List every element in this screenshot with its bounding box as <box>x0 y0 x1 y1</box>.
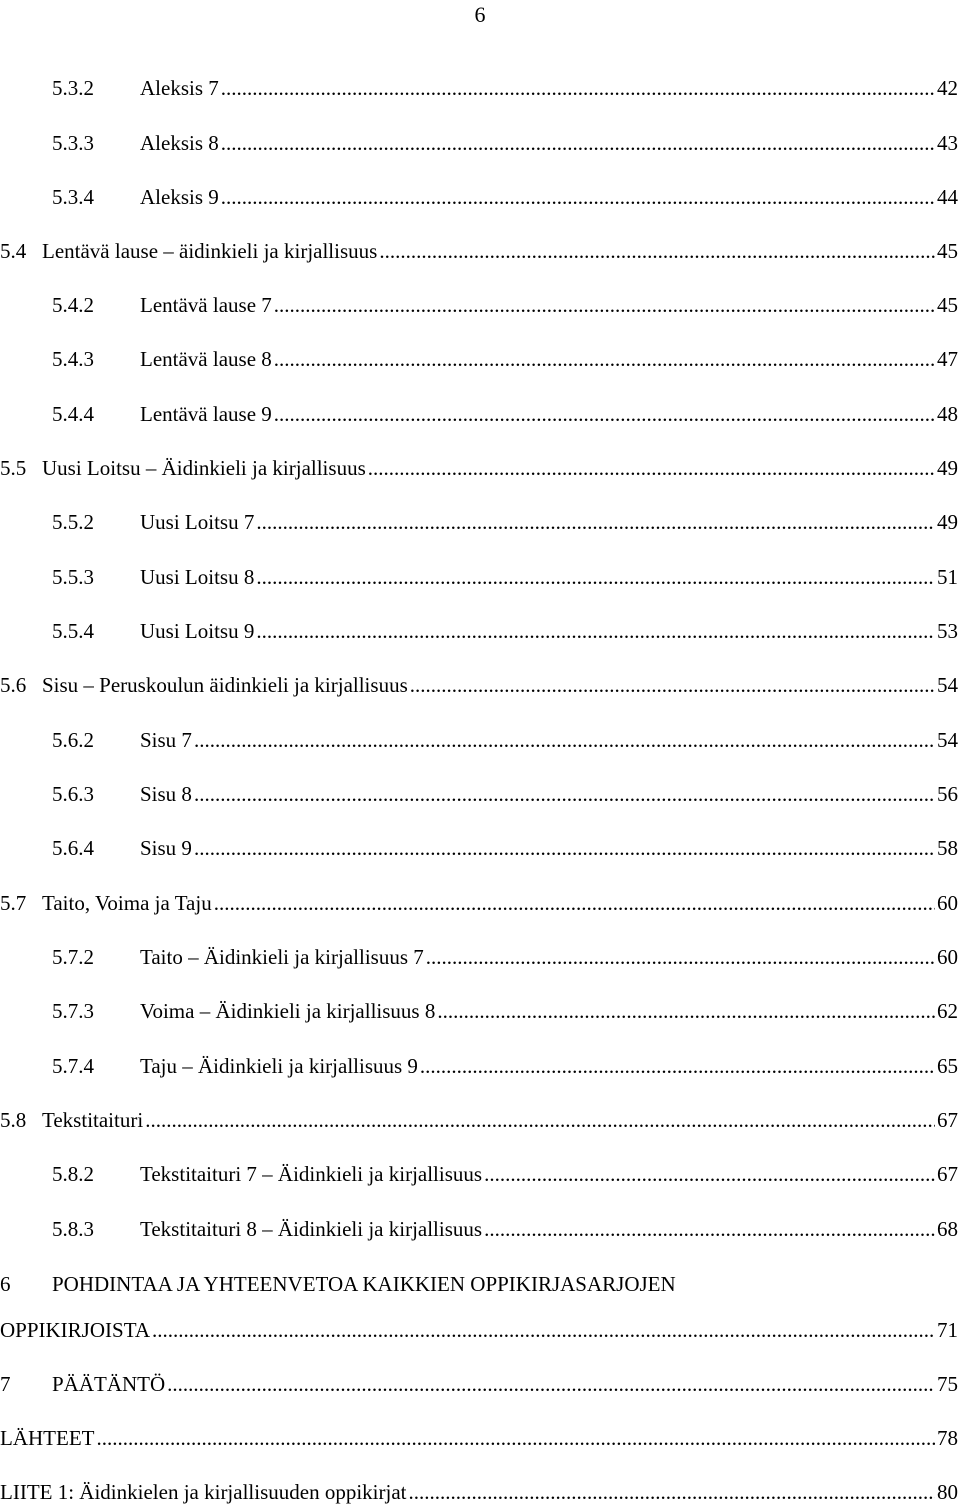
toc-entry-title: PÄÄTÄNTÖ <box>52 1372 166 1396</box>
toc-entry-title: Voima – Äidinkieli ja kirjallisuus 8 <box>140 999 436 1023</box>
toc-entry[interactable] <box>52 834 958 862</box>
toc-entry-title: Sisu 8 <box>140 782 192 806</box>
toc-entry-title: Uusi Loitsu 9 <box>140 619 255 643</box>
dot-leader <box>221 74 935 102</box>
toc-entry[interactable] <box>0 454 958 482</box>
toc-entry-page: 43 <box>937 131 958 155</box>
toc-entry-title: Taito – Äidinkieli ja kirjallisuus 7 <box>140 945 424 969</box>
toc-entry-number: 5.8.3 <box>52 1217 94 1241</box>
toc-entry-page: 45 <box>937 293 958 317</box>
dot-leader <box>420 1052 935 1080</box>
toc-entry-page: 54 <box>937 728 958 752</box>
dot-leader <box>145 1106 935 1134</box>
toc-entry-title: LIITE 1: Äidinkielen ja kirjallisuuden oppikirjat <box>0 1480 407 1504</box>
toc-entry-number: 5.4 <box>0 239 27 263</box>
dot-leader <box>167 1370 935 1398</box>
toc-entry[interactable] <box>0 889 958 917</box>
toc-entry[interactable] <box>52 1052 958 1080</box>
toc-entry-number: 5.6.4 <box>52 836 94 860</box>
dot-leader <box>274 345 935 373</box>
dot-leader <box>426 943 935 971</box>
toc-entry[interactable] <box>52 1160 958 1188</box>
toc-entry-page: 78 <box>937 1426 958 1450</box>
toc-entry-page: 42 <box>937 76 958 100</box>
dot-leader <box>409 1478 936 1506</box>
toc-entry-number: 5.7.4 <box>52 1054 94 1078</box>
toc-entry[interactable] <box>52 508 958 536</box>
dot-leader <box>214 889 935 917</box>
toc-entry[interactable] <box>52 400 958 428</box>
toc-entry[interactable] <box>0 237 958 265</box>
dot-leader <box>484 1215 935 1243</box>
toc-entry-title: Lentävä lause 8 <box>140 347 272 371</box>
toc-entry-number: 7 <box>0 1372 11 1396</box>
toc-entry-title: Uusi Loitsu 7 <box>140 510 255 534</box>
toc-appendix[interactable] <box>0 1478 958 1506</box>
toc-entry-page: 60 <box>937 945 958 969</box>
toc-chapter-7[interactable] <box>0 1370 958 1398</box>
dot-leader <box>484 1160 935 1188</box>
toc-entry-page: 67 <box>937 1162 958 1186</box>
toc-entry-title: Taju – Äidinkieli ja kirjallisuus 9 <box>140 1054 418 1078</box>
toc-entry-number: 5.5.2 <box>52 510 94 534</box>
toc-entry[interactable] <box>52 129 958 157</box>
toc-entry-title: Aleksis 7 <box>140 76 219 100</box>
dot-leader <box>194 834 935 862</box>
toc-entry-title: Sisu – Peruskoulun äidinkieli ja kirjallisuus <box>42 673 408 697</box>
dot-leader <box>368 454 935 482</box>
dot-leader <box>256 617 935 645</box>
toc-entry-page: 62 <box>937 999 958 1023</box>
toc-entry-number: 5.7 <box>0 891 27 915</box>
toc-entry-page: 67 <box>937 1108 958 1132</box>
toc-entry-number: 5.5 <box>0 456 27 480</box>
toc-entry-title: Sisu 9 <box>140 836 192 860</box>
dot-leader <box>437 997 935 1025</box>
page-number: 6 <box>474 2 486 27</box>
toc-entry[interactable] <box>52 780 958 808</box>
toc-entry[interactable] <box>52 291 958 319</box>
toc-entry-number: 5.8 <box>0 1108 27 1132</box>
toc-entry-title: OPPIKIRJOISTA <box>0 1318 151 1342</box>
toc-entry-page: 48 <box>937 402 958 426</box>
toc-entry-page: 49 <box>937 510 958 534</box>
toc-entry[interactable] <box>52 943 958 971</box>
toc-entry-page: 56 <box>937 782 958 806</box>
toc-entry-title: Aleksis 9 <box>140 185 219 209</box>
toc-entry-page: 80 <box>937 1480 958 1504</box>
dot-leader <box>221 129 935 157</box>
toc-entry[interactable] <box>0 1106 958 1134</box>
toc-entry-title: Tekstitaituri 7 – Äidinkieli ja kirjallisuus <box>140 1162 483 1186</box>
toc-entry[interactable] <box>52 563 958 591</box>
toc-chapter-6-heading[interactable] <box>0 1270 676 1298</box>
toc-entry-page: 71 <box>937 1318 958 1342</box>
toc-entry-number: 5.3.4 <box>52 185 94 209</box>
toc-entry-page: 45 <box>937 239 958 263</box>
toc-entry-number: 5.3.3 <box>52 131 94 155</box>
toc-entry-number: 5.7.2 <box>52 945 94 969</box>
toc-entry-page: 51 <box>937 565 958 589</box>
toc-entry-number: 5.7.3 <box>52 999 94 1023</box>
toc-entry-number: 5.6.3 <box>52 782 94 806</box>
toc-entry[interactable] <box>52 997 958 1025</box>
dot-leader <box>221 183 935 211</box>
dot-leader <box>152 1316 935 1344</box>
toc-chapter-6-continuation[interactable] <box>0 1316 958 1344</box>
toc-entry[interactable] <box>52 74 958 102</box>
toc-entry-number: 6 <box>0 1272 11 1296</box>
toc-entry-number: 5.4.4 <box>52 402 94 426</box>
dot-leader <box>194 726 935 754</box>
dot-leader <box>410 671 935 699</box>
toc-entry-page: 54 <box>937 673 958 697</box>
dot-leader <box>274 400 935 428</box>
toc-entry-number: 5.6 <box>0 673 27 697</box>
toc-entry[interactable] <box>52 183 958 211</box>
toc-entry-page: 75 <box>937 1372 958 1396</box>
toc-entry-number: 5.8.2 <box>52 1162 94 1186</box>
dot-leader <box>274 291 935 319</box>
toc-entry-page: 68 <box>937 1217 958 1241</box>
toc-entry-title: Uusi Loitsu 8 <box>140 565 255 589</box>
toc-entry-page: 49 <box>937 456 958 480</box>
toc-entry-number: 5.3.2 <box>52 76 94 100</box>
toc-entry-page: 53 <box>937 619 958 643</box>
toc-entry[interactable] <box>52 726 958 754</box>
dot-leader <box>379 237 935 265</box>
toc-references[interactable] <box>0 1424 958 1452</box>
toc-entry-title: Taito, Voima ja Taju <box>42 891 212 915</box>
toc-entry-title: LÄHTEET <box>0 1426 95 1450</box>
dot-leader <box>96 1424 935 1452</box>
dot-leader <box>194 780 935 808</box>
dot-leader <box>256 508 935 536</box>
toc-entry-title: Lentävä lause 9 <box>140 402 272 426</box>
toc-entry-page: 60 <box>937 891 958 915</box>
toc-entry-title: Tekstitaituri 8 – Äidinkieli ja kirjallisuus <box>140 1217 483 1241</box>
toc-entry-number: 5.5.4 <box>52 619 94 643</box>
toc-entry[interactable] <box>52 1215 958 1243</box>
toc-entry[interactable] <box>52 617 958 645</box>
toc-entry-number: 5.4.3 <box>52 347 94 371</box>
toc-entry-page: 65 <box>937 1054 958 1078</box>
toc-entry-title: Uusi Loitsu – Äidinkieli ja kirjallisuus <box>42 456 366 480</box>
toc-entry-title: POHDINTAA JA YHTEENVETOA KAIKKIEN OPPIKIRJASARJOJEN <box>52 1272 676 1296</box>
toc-entry-page: 58 <box>937 836 958 860</box>
toc-entry-title: Sisu 7 <box>140 728 192 752</box>
toc-entry[interactable] <box>52 345 958 373</box>
toc-entry-page: 47 <box>937 347 958 371</box>
toc-entry-page: 44 <box>937 185 958 209</box>
dot-leader <box>256 563 935 591</box>
toc-entry-number: 5.5.3 <box>52 565 94 589</box>
toc-entry-title: Tekstitaituri <box>42 1108 144 1132</box>
toc-entry-number: 5.6.2 <box>52 728 94 752</box>
toc-entry-number: 5.4.2 <box>52 293 94 317</box>
toc-entry[interactable] <box>0 671 958 699</box>
toc-entry-title: Aleksis 8 <box>140 131 219 155</box>
toc-entry-title: Lentävä lause 7 <box>140 293 272 317</box>
toc-entry-title: Lentävä lause – äidinkieli ja kirjallisuus <box>42 239 378 263</box>
